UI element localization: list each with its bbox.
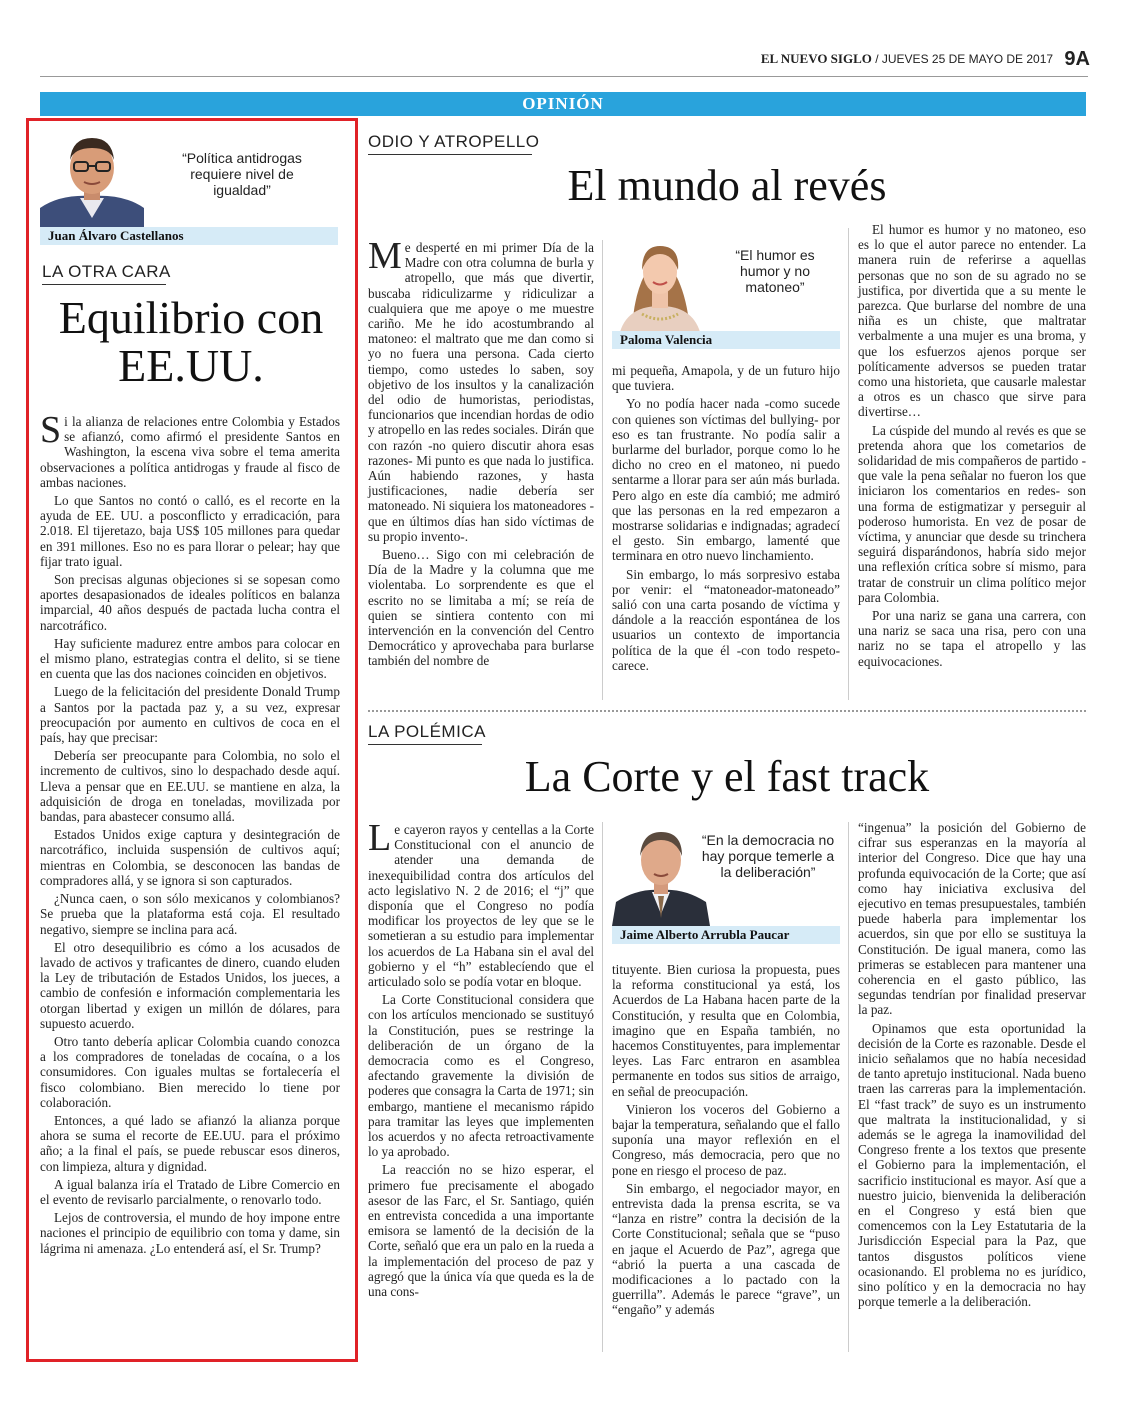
drop-cap: S [40, 409, 62, 451]
paragraph: Vinieron los voceros del Gobierno a bajar la temperatura, señalando que el fallo suponía una mayor reflexión en el Congreso, más democracia, pero que no pone en riesgo el proceso de paz. [612, 1101, 840, 1178]
drop-cap: L [368, 817, 392, 859]
author-name-bar: Jaime Alberto Arrubla Paucar [612, 926, 840, 944]
paragraph: La reacción no se hizo esperar, el primero fue precisamente el abogado asesor de las Farc, el Sr. Santiago, quién en entrevista concedida a una importante emisora se lamentó de la decisión de la Corte, señaló que era un palo en la rueda a la implementación del proceso de paz y agregó que la única vía que queda es la de una cons- [368, 1162, 594, 1300]
article-body [40, 409, 340, 1259]
section-bar [40, 92, 1086, 116]
paragraph: Bueno… Sigo con mi celebración de Día de la Madre y la columna que me violentaba. Lo sorprendente es que el escrito no se limitaba a mí; se reía de quien se sintiera contento con mi intervención en la convención del Centro Democrático y aprovechaba para burlarse también del nombre de [368, 547, 594, 669]
article-column-3 [858, 820, 1086, 1313]
paragraph: “ingenua” la posición del Gobierno de cifrar sus esperanzas en la mayoría al interior del Congreso. Dice que hay una profunda equivocación de la Corte; que así como hay iniciativa exclusiva del ejecutivo en temas presupuestales, también puede haberla para implementar los acuerdos, sin que por ello se sustituya la Constitución. De igual manera, como las primeras se establecen para mantener una coherencia en el gasto público, las segundas tendrían por finalidad preservar la paz. [858, 820, 1086, 1018]
drop-cap: M [368, 235, 402, 277]
paragraph: Son precisas algunas objeciones si se sopesan como aportes desapasionados de ideales políticos en balanza imparcial, 40 años después de pactada lucha contra el narcotráfico. [40, 572, 340, 633]
headline: La Corte y el fast track [524, 752, 930, 801]
paragraph: Lo que Santos no contó o calló, es el recorte en la ayuda de EE. UU. a posconflicto y erradicación, para 2.018. El tijeretazo, baja US$ 105 millones para quedar en 391 millones. Eso no es para llorar o pelear; hay que fijar trato igual. [40, 493, 340, 569]
kicker-underline [368, 744, 482, 745]
paragraph: mi pequeña, Amapola, y de un futuro hijo que tuviera. [612, 363, 840, 394]
section-title: OPINIÓN [522, 94, 604, 113]
paragraph: i la alianza de relaciones entre Colombia y Estados se afianzó, como afirmó el presidente Santos en Washington, la escena viva sobre el tema amerita observaciones a política antidrogas y fraude al fisco de ambas naciones. [40, 414, 340, 490]
paragraph: Hay suficiente madurez entre ambos para colocar en el mismo plano, estrategias contra el delito, si se tiene en cuenta que las dos naciones coinciden en objetivos. [40, 635, 340, 682]
paragraph: Yo no podía hacer nada -como sucede con quienes son víctimas del bullying- por eso es tan frustrante. No podía salir a burlarme del burlador, porque como lo he dicho no creo en el matoneo, ni puedo sentarme a llorar para ser aún más burlada. Pero algo en este día cambió; me admiró que las personas en la red empezaron a mostrarse solidarias e indignadas; agradecí el gesto. Sin embargo, lamenté que terminara en otro nuevo linchamiento. [612, 396, 840, 564]
paragraph: El humor es humor y no matoneo, eso es lo que el autor parece no entender. La manera ruin de referirse a aquellas personas que no son de su agrado no se justifica, por divertida que a su mente le parezca. Que burlarse del nombre de una niña es un chiste, que maltratar verbalmente a una mujer es una broma, y que los esfuerzos ajenos porque ser políticamente adversos se pueden tratar como una historieta, que causarle malestar a otros es un chasco que sirve para divertirse… [858, 222, 1086, 420]
paragraph: Por una nariz se gana una carrera, con una nariz se saca una risa, pero con una nariz no se tapa el atropello y las equivocaciones. [858, 608, 1086, 669]
paragraph: Luego de la felicitación del presidente Donald Trump a Santos por la pactada paz y, a su vez, expresar preocupación por aumento en cultivos de coca en el país, hay que precisar: [40, 684, 340, 746]
paragraph: A igual balanza iría el Tratado de Libre Comercio en el evento de revisarlo parcialmente, o renovarlo todo. [40, 1176, 340, 1207]
author-photo-castellanos [40, 128, 144, 230]
paragraph: Otro tanto debería aplicar Colombia cuando conozca a los compradores de toneladas de cocaína, o a los consumidores. Con iguales multas se fortalecería el fisco colombiano. Bien merecido lo tiene por colaboración. [40, 1033, 340, 1110]
pull-quote: “El humor es humor y no matoneo” [735, 247, 815, 295]
newspaper-name: EL NUEVO SIGLO [760, 51, 872, 66]
pull-quote: “Política antidrogas requiere nivel de igualdad” [182, 150, 302, 198]
author-photo-valencia [612, 228, 708, 332]
article-column-2 [612, 962, 840, 1321]
author-photo-arrubla [612, 818, 710, 926]
paragraph: Lejos de controversia, el mundo de hoy impone entre naciones el principio de equilibrio con toma y dame, sin lágrima ni amenaza. ¿Lo entenderá así, el Sr. Trump? [40, 1210, 340, 1256]
article-column-2 [612, 363, 840, 676]
pull-quote: “En la democracia no hay porque temerle a la deliberación” [701, 832, 835, 880]
author-name-bar: Juan Álvaro Castellanos [40, 227, 338, 245]
headline-line-2: EE.UU. [118, 340, 264, 392]
kicker: LA POLÉMICA [368, 722, 486, 741]
paragraph: Estados Unidos exige captura y desintegración de narcotráfico, incluida suspensión de cultivos aquí; mientras en Colombia, se desconocen las bandas de compradores allá, y se ignora si son capturados. [40, 827, 340, 888]
headline: El mundo al revés [567, 161, 887, 210]
paragraph: Entonces, a qué lado se afianzó la alianza porque ahora se suma el recorte de EE.UU. para el próximo año; a la final el país, se puede rebuscar esos dineros, con limpieza, altura y dignidad. [40, 1112, 340, 1174]
top-rule [40, 76, 1088, 77]
section-divider [368, 710, 1086, 712]
author-name-bar: Paloma Valencia [612, 331, 840, 349]
paragraph: e desperté en mi primer Día de la Madre con otra columna de burla y atropello, que más que divertir, buscaba ridiculizarme y ridiculizar a cualquiera que me apoye o me muestre cariño. Me he ido acostumbrando al matoneo: el maltrato que me dan como si yo no fuera una persona. Cada cierto tiempo, como ustedes lo saben, soy objetivo de los insultos y la canalización del odio de humoristas, periodistas, funcionarios que incendian hordas de odio y atropello en las redes sociales. Dirán que con razón -no quiero discutir ahora esas razones- Mi punto es que nada lo justifica. Aún habiendo razones, y hasta justificaciones, nadie debería ser matoneado. Ni siquiera los matoneadores -que en últimos días han sido víctimas de su propio invento-. [368, 240, 594, 544]
paragraph: tituyente. Bien curiosa la propuesta, pues la reforma constitucional ya está, los Acuerdos de La Habana hacen parte de la Constitución, y resulta que en Colombia, imagino que en España también, no hacemos Constituyentes, para implementar leyes. Las Farc entraron en asamblea permanente en todos sus sitios de arraigo, en señal de preocupación. [612, 962, 840, 1099]
paragraph: La cúspide del mundo al revés es que se pretenda ahora que los cometarios de solidaridad de mis compañeros de partido -que vale la pena señalar no fueron los que iniciaron los comentarios en redes- son una forma de estigmatizar y perseguir al poderoso humorista. En vez de posar de víctima, y anunciar que desde su trinchera seguirá disparándonos, habría sido mejor una reflexión crítica sobre sí mismo, para tratar de construir un clima político mejor para Colombia. [858, 422, 1086, 605]
column-divider [602, 822, 603, 1352]
paragraph: La Corte Constitucional considera que con los artículos mencionado se sustituyó la Constitución, pues se restringe la deliberación de un órgano de la democracia como es el Congreso, afectando gravemente la división de poderes que consagra la Carta de 1971; sin embargo, mantiene el mecanismo rápido para tramitar las leyes que implementen los acuerdos y no afecta retroactivamente lo ya aprobado. [368, 992, 594, 1160]
kicker: LA OTRA CARA [42, 262, 171, 281]
paragraph: El otro desequilibrio es cómo a los acusados de lavado de activos y traficantes de dinero, cuando eluden la Ley de tributación de Estados Unidos, los jueces, a cambio de confesión e información complementaria les otorgan libertad y exigen un millón de dólares, para supuesto acuerdo. [40, 939, 340, 1031]
kicker-underline [368, 154, 532, 155]
article-column-3 [858, 222, 1086, 672]
paragraph: Debería ser preocupante para Colombia, no solo el incremento de cultivos, sino lo despachado desde aquí. Lleva a pensar que en EE.UU. se mantiene en alza, la adquisición de droga en toneladas, movilizada por bandas, para abastecer consumo allá. [40, 748, 340, 825]
headline [36, 294, 346, 391]
masthead [0, 48, 1090, 71]
article-column-1 [368, 235, 594, 672]
column-divider [848, 228, 849, 700]
paragraph: ¿Nunca caen, o son sólo mexicanos y colombianos? Se prueba que la plataforma está coja. El resultado negativo, siempre se inclina para acá. [40, 891, 340, 937]
paragraph: Sin embargo, el negociador mayor, en entrevista dada la prensa escrita, se va “lanza en ristre” contra la decisión de la Corte Constitucional; señala que se “puso en jaque el Acuerdo de Paz”, agrega que “abrió la puerta a una cascada de modificaciones a lo pactado con la guerrilla”. Además le parece “grave”, un “engaño” y además [612, 1180, 840, 1318]
page-number: 9A [1064, 48, 1090, 70]
issue-date: / JUEVES 25 DE MAYO DE 2017 [875, 52, 1054, 66]
paragraph: Sin embargo, lo más sorpresivo estaba por venir: el “matoneador-matoneado” salió con una carta posando de víctima y dándole a la reacción espontánea de los usuarios un contexto de importancia política de la que él -con todo respeto- carece. [612, 566, 840, 673]
column-divider [602, 240, 603, 700]
article-column-1 [368, 817, 594, 1302]
column-divider [848, 822, 849, 1352]
headline-line-1: Equilibrio con [58, 292, 324, 343]
paragraph: Opinamos que esta oportunidad la decisión de la Corte es razonable. Desde el inicio señalamos que no había necesidad de tanto apretujo institucional. Nada bueno traen las carreras para la implementación. El “fast track” de suyo es un instrumento que maltrata la institucionalidad, y si además se le agrega la inamovilidad del Congreso frente a los textos que presente el Gobierno para la implementación, el sacrificio institucional es mayor. Así que a nuestro juicio, bienvenida la deliberación en el Congreso y está bien que comencemos con la Ley Estatutaria de la Jurisdicción Especial para la Paz, que tantos disgustos políticos viene ocasionando. El problema no es jurídico, sino político y en la democracia no hay porque temerle a la deliberación. [858, 1020, 1086, 1310]
kicker-underline [42, 284, 166, 285]
kicker: ODIO Y ATROPELLO [368, 132, 540, 151]
paragraph: e cayeron rayos y centellas a la Corte Constitucional con el anuncio de atender una demanda de inexequibilidad contra dos artículos del acto legislativo N. 2 de 2016; el “j” que disponía que el Congreso no podía modificar los proyectos de ley que se le sometieran a su estudio para implementar los acuerdos de La Habana sin el aval del gobierno y el “h” establecíendo que el articulado solo se podía votar en bloque. [368, 822, 594, 990]
